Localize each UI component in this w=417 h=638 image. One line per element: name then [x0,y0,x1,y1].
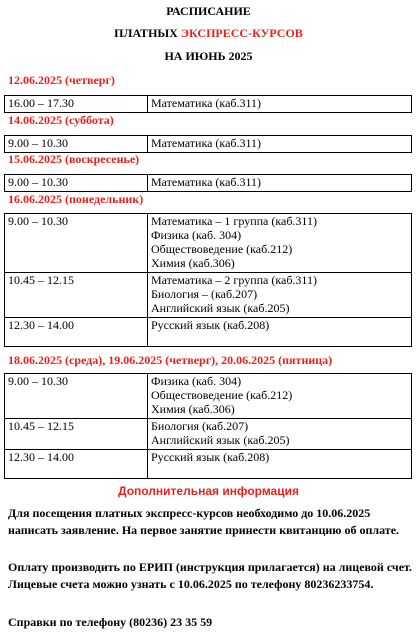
table-row [5,136,412,153]
subject-line: Химия (каб.306) [151,256,235,270]
day-heading: 18.06.2025 (среда), 19.06.2025 (четверг), 20.06.2025 (пятница) [8,353,333,367]
subject-line: Биология – (каб.207) [151,287,258,301]
day-heading: 16.06.2025 (понедельник) [8,192,144,206]
table-row [5,273,412,318]
time-cell: 9.00 – 10.30 [5,136,148,153]
subject-line: Математика (каб.311) [151,136,262,150]
subjects-cell [148,450,412,479]
subject-line: Химия (каб.306) [151,402,235,416]
subjects-cell [148,175,412,192]
subject-line: Математика (каб.311) [151,96,262,110]
subject-line: Математика (каб.311) [151,175,262,189]
subject-line: Биология (каб.207) [151,419,249,433]
table-row [5,96,412,113]
time-cell: 16.00 – 17.30 [5,96,148,113]
subject-line: Математика – 2 группа (каб.311) [151,273,317,287]
subject-line: Русский язык (каб.208) [151,450,270,464]
subjects-cell [148,96,412,113]
subjects-cell [148,273,412,318]
subjects-cell [148,318,412,347]
table-row [5,175,412,192]
table-row [5,419,412,450]
subjects-cell [148,419,412,450]
subject-line: Обществоведение (каб.212) [151,242,293,256]
time-cell: 12.30 – 14.00 [5,450,148,479]
info-heading: Дополнительная информация [118,484,299,498]
schedule-title: РАСПИСАНИЕ [166,4,251,18]
subject-line: Физика (каб. 304) [151,374,242,388]
day-heading: 15.06.2025 (воскресенье) [8,152,140,166]
schedule-table [4,95,412,113]
table-row [5,374,412,419]
time-cell: 9.00 – 10.30 [5,374,148,419]
day-heading: 12.06.2025 (четверг) [8,73,115,87]
schedule-month: НА ИЮНЬ 2025 [164,49,253,63]
time-cell: 12.30 – 14.00 [5,318,148,347]
table-row [5,318,412,347]
subjects-cell [148,136,412,153]
day-heading: 14.06.2025 (суббота) [8,113,114,127]
subject-line: Английский язык (каб.205) [151,433,290,447]
schedule-table [4,174,412,192]
table-row [5,214,412,273]
time-cell: 9.00 – 10.30 [5,214,148,273]
subtitle-prefix: ПЛАТНЫХ [114,26,181,40]
subjects-cell [148,374,412,419]
subject-line: Русский язык (каб.208) [151,318,270,332]
schedule-subtitle [0,26,417,40]
time-cell: 10.45 – 12.15 [5,273,148,318]
schedule-table [4,373,412,479]
schedule-table [4,213,412,347]
subject-line: Физика (каб. 304) [151,228,242,242]
info-paragraph: Для посещения платных экспресс-курсов необходимо до 10.06.2025 написать заявление. На первое занятие принести квитанцию об оплате. [8,506,400,537]
time-cell: 9.00 – 10.30 [5,175,148,192]
time-cell: 10.45 – 12.15 [5,419,148,450]
schedule-table [4,135,412,153]
info-paragraph: Оплату производить по ЕРИП (инструкция прилагается) на лицевой счет. Лицевые счета можно узнать с 10.06.2025 по телефону 80236233754. [8,560,413,591]
info-phone: Справки по телефону (80236) 23 35 59 [8,615,213,629]
subject-line: Математика – 1 группа (каб.311) [151,214,317,228]
table-row [5,450,412,479]
subject-line: Английский язык (каб.205) [151,301,290,315]
subjects-cell [148,214,412,273]
subtitle-highlight: ЭКСПРЕСС-КУРСОВ [180,26,303,40]
subject-line: Обществоведение (каб.212) [151,388,293,402]
